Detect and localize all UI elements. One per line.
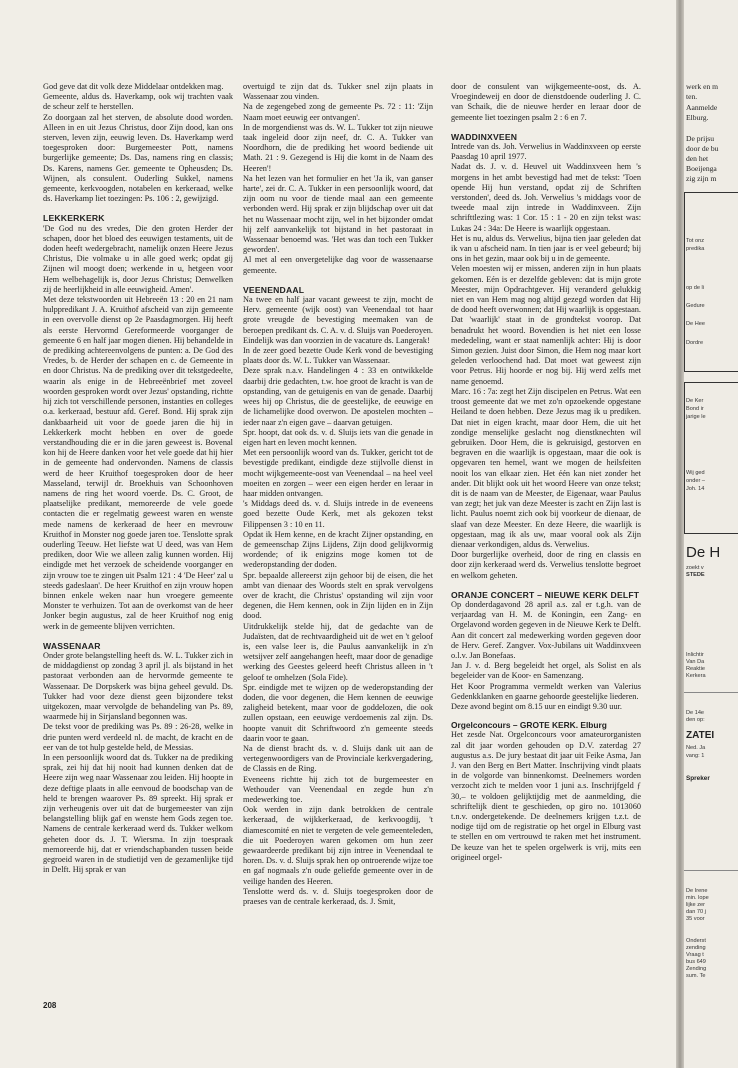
paragraph: Op donderdagavond 28 april a.s. zal er t.g.h. van de verjaardag van H. M. de Koningin, een Zang- en Orgelavond worden gegeven in de Nieuwe Kerk te Delft. [451, 599, 641, 630]
paragraph: Het zesde Nat. Orgelconcours voor amateurorganisten zal dit jaar worden gehouden op D.V. zaterdag 27 augustus a.s. De jury bestaat dit jaar uit Feike Asma, Jan J. van den Berg en Bert Matter. Inschrijving vindt plaats in de volgorde van binnenkomst. Deelnemers worden verzocht zich te melden voor 1 juni a.s. Inschrijfgeld ƒ 30,– te voldoen gelijktijdig met de aanmelding, die schriftelijk dient te geschieden, op giro no. 1013060 t.n.v. ondergetekende. De deelnemers krijgen t.z.t. de nodige tijd om de registratie op het orgel in Elburg vast te stellen en om vertrouwd te raken met het instrument. De keuze van het te spelen orgelwerk is vrij, mits een origineel orgel- [451, 730, 641, 862]
paragraph: door de consulent van wijkgemeente-oost, ds. A. Vroegindeweij en door de dienstdoende ouderling J. C. van Schaik, die de nieuwe herder en leraar door de gemeente liet toezingen psalm 2 : 6 en 7. [451, 82, 641, 122]
section-heading-lekkerkerk: LEKKERKERK [43, 213, 105, 224]
paragraph: Na de dienst bracht ds. v. d. Sluijs dank uit aan de vertegenwoordigers van de Provinciale kerkvergadering, de Classis en de Ring. [243, 744, 433, 774]
paragraph: In de zeer goed bezette Oude Kerk vond de bevestiging plaats door ds. W. L. Tukker van Wassenaar. [243, 346, 433, 366]
ad-heading: De H [686, 544, 721, 561]
page-gutter [676, 0, 684, 1068]
box-text: predika [686, 246, 705, 252]
text-line: den het [686, 154, 709, 163]
paragraph: God geve dat dit volk deze Middelaar ontdekken mag. [43, 82, 224, 91]
section-heading-oranje-concert: ORANJE CONCERT – NIEUWE KERK DELFT [451, 589, 640, 600]
box-text: De Ker [686, 398, 704, 404]
ad-text: den op: [686, 717, 705, 723]
ad-text: Inlichtir [686, 652, 704, 658]
divider [684, 692, 738, 693]
ad-text: lijke zer [686, 902, 705, 908]
ad-text: Kerkera [686, 673, 706, 679]
box-text: Bond ir [686, 406, 704, 412]
paragraph: In een persoonlijk woord dat ds. Tukker na de prediking sprak, zei hij dat hij nooit had kunnen denken dat de Heere zijn weg naar Wassenaar zou leiden. Hij hoopte in deze deftige plaats in alle eenvoud de boodschap van de held te brengen waarover Ps. 89 spreekt. Hij sprak er zijn verheugenis over uit dat de burgemeester van zijn belangstelling blijk gaf en wenste hem Gods zegen toe. Namens de centrale kerkeraad werd ds. Tukker welkom geheten door ds. J. T. Wiersma. In zijn toespraak memoreerde hij, dat er vriendschapbanden tussen beide gegroeid waren in de studietijd ven de gezamenlijke tijd in Delft. Hij sprak er van [43, 753, 233, 875]
section-heading-orgelconcours: Orgelconcours – GROTE KERK. Elburg [451, 720, 607, 731]
paragraph: Na twee en half jaar vacant geweest te zijn, mocht de Herv. gemeente (wijk oost) van Veenendaal tot haar grote vreugde de bevestiging meemaken van de beroepen predikant ds. C. A. v. d. Sluijs van Poederoyen. Eindelijk was dan voorzien in de vacature ds. Langerak! [243, 295, 433, 345]
ad-text: Zending [686, 966, 707, 972]
ad-text: dan 70 j [686, 909, 706, 915]
text-line: zig zijn m [686, 174, 717, 183]
section-heading-wassenaar: WASSENAAR [43, 640, 101, 651]
ad-text: STEDE [686, 572, 705, 578]
text-line: Boeijenga [686, 164, 717, 173]
paragraph: Tenslotte werd ds. v. d. Sluijs toegesproken door de praeses van de centrale kerkeraad, ds. J. Smit, [243, 886, 433, 907]
paragraph: Zo doorgaan zal het sterven, de absolute dood worden. Alleen in en uit Jezus Christus, door Zijn dood, kan ons sterven, leven zijn, eeuwig leven. Ds. Haverkamp werd toegesproken door: Burgemeester Pott, namens burgerlijke gemeente; Ds. Das, namens ring en classis; Ds. Karens, namens Ger. gemeente te Opheusden; Ds. Wijnen, als consulent. Ouderling Sukkel, namens gemeente, kerkvoogden, notabelen en kerkeraad, welke ds. Haverkamp liet toezingen: Ps. 106 : 2, gewijzigd. [43, 112, 233, 204]
text-line: door de bu [686, 144, 719, 153]
text-line: Aanmelde [686, 103, 718, 112]
box-text: Gedure [686, 303, 705, 309]
ad-text: vang: 1 [686, 753, 705, 759]
box-text: op de li [686, 285, 705, 291]
box-text: jarige le [686, 414, 706, 420]
paragraph: Deze sprak n.a.v. Handelingen 4 : 33 en ontwikkelde daarbij drie gedachten, t.w. hoe groot de kracht is van de opstanding, van de getuigenis en van de genade. Daarbij wees hij op Christus, die de geestelijke, de eeuwige en de lichamelijke dood overwon. De apostelen mochten – ieder naar z'n eigen gave – daarvan getuigen. [243, 366, 433, 427]
paragraph: Intrede van ds. Joh. Verwelius in Waddinxveen op eerste Paasdag 10 april 1977. [451, 142, 641, 162]
paragraph: Deze avond begint om 8.15 uur en eindigt 9.30 uur. [451, 701, 622, 711]
paragraph: Na het lezen van het formulier en het 'Ja ik, van ganser harte', zei dr. C. A. Tukker in een persoonlijk woord, dat zijn oom nu voor de tiende maal aan een gemeente verbonden werd. Hij sprak er zijn blijdschap over uit dat het nu Wassenaar mocht zijn, wel in het bijzonder omdat hij zelf aanvankelijk tot bijstand in het pastoraat in Wassenaar benoemd was. 'Het was dan toch een Tukker geworden'. [243, 173, 433, 255]
column-2 [243, 82, 433, 994]
paragraph: Spr. hoopt, dat ook ds. v. d. Sluijs iets van die genade in eigen hart en leven mocht kennen. [243, 427, 433, 447]
paragraph: Het Koor Programma vermeldt werken van Valerius Gedenkklanken en gaarne gehoorde geestelijke liederen. [451, 681, 641, 701]
text-line: werk en m [686, 82, 719, 91]
ad-text: zending [686, 945, 706, 951]
ad-text: bus 649 [686, 959, 706, 965]
column-3 [451, 82, 641, 994]
ad-text: Van Da [686, 659, 705, 665]
paragraph: Met een persoonlijk woord van ds. Tukker, gericht tot de bevestigde predikant, eindigde deze stijlvolle dienst in mocht wijkgemeente-oost van Veenendaal – na heel veel moeiten en zorgen – weer een eigen herder en leraar in haar midden ontvangen. [243, 448, 433, 498]
ad-text: De Irene [686, 888, 708, 894]
paragraph: Na de zegengebed zong de gemeente Ps. 72 : 11: 'Zijn Naam moet eeuwig eer ontvangen'. [243, 102, 433, 122]
paragraph: Door burgerlijke overheid, door de ring en classis en door zijn kerkeraad werd ds. Verwelius tenslotte begroet en welkom geheten. [451, 550, 641, 580]
paragraph: Aan dit concert zal medewerking worden gegeven door de Herv. Geref. Zangver. Vox-Jubilans uit Waddinxveen o.l.v. Jan Bonefaas. [451, 630, 641, 660]
ad-text: sum. Te [686, 973, 706, 979]
paragraph: Opdat ik Hem kenne, en de kracht Zijner opstanding, en de gemeenschap Zijns Lijdens, Zijn dood gelijkvormig wordende; of ik enigzins moge komen tot de wederopstanding der doden. [243, 529, 433, 570]
paragraph: Uitdrukkelijk stelde hij, dat de gedachte van de Judaïsten, dat de rechtvaardigheid uit de wet en 't geloof is, een valse leer is, die Paulus aanvankelijk in z'n wetsijver zelf aangehangen heeft, maar door de genadige werking des Geestes geleerd heeft Christus alleen in 't geloof te omhelzen (Sola Fide). [243, 621, 433, 682]
ad-text: Vraag t [686, 952, 704, 958]
box-text: Dordre [686, 340, 704, 346]
right-page-fragment [684, 0, 738, 1068]
section-heading-waddinxveen: WADDINXVEEN [451, 131, 518, 142]
paragraph: Gemeente, aldus ds. Haverkamp, ook wij trachten vaak de scheur zelf te herstellen. [43, 92, 233, 112]
paragraph: 's Middags deed ds. v. d. Sluijs intrede in de eveneens goed bezette Oude Kerk, met als gekozen tekst Filippensen 3 : 10 en 11. [243, 499, 433, 529]
paragraph: Het is nu, aldus ds. Verwelius, bijna tien jaar geleden dat ik van u afscheid nam. In tien jaar is er veel gebeurd; bij ons in het gezin, maar ook bij u in de gemeente. [451, 233, 641, 264]
paragraph: Onder grote belangstelling heeft ds. W. L. Tukker zich in de middagdienst op zondag 3 april jl. als bijstand in het pastoraat verbonden aan de hervormde gemeente te Wassenaar. De Dorpskerk was bijna geheel gevuld. Ds. Tukker had voor deze dienst geen bijzondere tekst uitgekozen, maar vervolgde de behandeling van Ps. 89, waarmede hij in Sirjansland begonnen was. [43, 650, 233, 722]
paragraph: Velen moesten wij er missen, anderen zijn in hun plaats gekomen. Eén is er dezelfde gebleven: dat is mijn grote Meester, mijn Opdrachtgever. Hij veranderd gelukkig niet en van Hem mag nog altijd gezegd worden dat Hij de dood heeft overwonnen; dat Hij waarlijk is opgestaan. Dat 'waarlijk' staat in de grondtekst voorop. Dat benadrukt het woord. Bovendien is het niet een losse mededeling, want er staat namenlijk achter: Hij is door Simon gezien. Juist door Simon, die Hem nog maar kort geleden verloochend had. Dat moet wat geweest zijn voor Petrus. Hij hoorde er nog bij. Hij werd zelfs met name genoemd. [451, 264, 641, 386]
text-line: De prijsu [686, 134, 715, 143]
ad-text: De 14e [686, 710, 705, 716]
paragraph: Al met al een onvergetelijke dag voor de wassenaarse gemeente. [243, 255, 433, 275]
paragraph: Jan J. v. d. Berg begeleidt het orgel, als Solist en als begeleider van de Koor- en Samenzang. [451, 661, 641, 681]
ad-text: Reaktie [686, 666, 705, 672]
paragraph: Marc. 16 : 7a: zegt het Zijn discipelen en Petrus. Wat een troost gemeente dat we met zo'n opzoekende opgestane Heiland te doen hebben. Deze Jezus mag ik u prediken. Dat niet in eigen kracht, maar door Hem, die uit het zondige menselijke geslacht nog dienstknechten wil gebruiken. Door Hem, die is gekruisigd, gestorven en begraven en die waarlijk is opgestaan, maar die ook is opgevaren ten hemel, want we mogen de heilsfeiten nooit los van elkaar zien. Het één kan niet zonder het ander. Dit blijkt ook uit het woord Heere van onze tekst; dit is de naam van de Meester, de Eigenaar, waar Paulus van zegt; het juk van deze Meester is zacht en Zijn last is licht. Paulus noemt zich ook bij voorkeur de dienaar, de slaaf van deze Meester. En deze Heere, die waarlijk is opgestaan, mag ik als uw, maar vooral ook als Zijn dienaar verkondigen, aldus ds. Verwelius. [451, 386, 641, 549]
box-text: onder – [686, 478, 705, 484]
ad-heading-zaterdag: ZATEI [686, 730, 715, 741]
paragraph: 'De God nu des vredes, Die den groten Herder der schapen, door het bloed des eeuwigen testaments, uit de doden heeft wedergebracht, namelijk onzen Heere Jezus Christus, Die volmake u in alle goed werk; opdat gij Zijnen wil moogt doen; werkende in u, hetgeen voor Hem welbehagelijk is, door Jezus Christus; Denwelken zij de heerlijkheid in alle eeuwigheid. Amen'. [43, 223, 233, 294]
ad-text: Ned. Ja [686, 745, 706, 751]
paragraph: Eveneens richtte hij zich tot de burgemeester en Wethouder van Veenendaal en zegde hun z'n medewerking toe. [243, 774, 433, 805]
ad-text: zoekt v [686, 565, 704, 571]
column-1 [43, 82, 233, 994]
box-text: Joh. 14 [686, 486, 705, 492]
ad-text: Onderst [686, 938, 706, 944]
paragraph: overtuigd te zijn dat ds. Tukker snel zijn plaats in Wassenaar zou vinden. [243, 82, 433, 102]
paragraph: Nadat ds. J. v. d. Heuvel uit Waddinxveen hem 's morgens in het ambt bevestigd had met de tekst: 'Toen opende Hij hun verstand, opdat zij de Schriften verstonden', deed ds. Joh. Verwelius 's middags voor de tweede maal zijn intrede in Waddinxveen. Zijn schrifttlezing was: 1 Cor. 15 : 1 - 20 en zijn tekst was: Lukas 24 : 34a: De Heere is waarlijk opgestaan. [451, 162, 641, 233]
page-number: 208 [43, 1001, 57, 1010]
paragraph: De tekst voor de prediking was Ps. 89 : 26-28, welke in drie punten werd verdeeld nl. de macht, de kracht en de eer van de tot hulp gestelde held, de Messias. [43, 722, 233, 752]
box-text: Wij ged [686, 470, 705, 476]
box-text: De Hee [686, 321, 705, 327]
paragraph: In de morgendienst was ds. W. L. Tukker tot zijn nieuwe taak ingeleid door zijn neef, dr. C. A. Tukker van Noordhorn, die de prediking het woord bediende uit Math. 21 : 9. Gezegend is Hij die komt in de Naam des Heeren'! [243, 122, 433, 173]
paragraph: Spr. bepaalde allereerst zijn gehoor bij de eisen, die het ambt van dienaar des Woords stelt en sprak vervolgens over de kracht, die Christus' opstanding wil zijn voor degenen, die Hem kennen, ook in Zijn lijden en in Zijn dood. [243, 570, 433, 621]
paragraph: Met deze tekstwoorden uit Hebreeën 13 : 20 en 21 nam hulppredikant J. A. Kruithof afscheid van zijn gemeente in een overvolle dienst op 2e Paasdagmorgen. Hij heeft als eerste Hervormd Gereformeerde voorganger de gemeente 6 en half jaar mogen dienen. Hij behandelde in de prediking achtereenvolgens de punten: a. De God des Vredes, b. de Herder der schapen en c. de Gemeente in en door Christus. Na de prediking over dit tekstgedeelte, waarin als enige in de Hebreeënbrief met zoveel woorden gesproken wordt over Jezus' opstanding, richtte hij zich tot verschillende personen, instanties en colleges o.a. kerkeraad, bestuur afd. Geref. Bond. Hij sprak zijn dankbaarheid uit voor de goede jaren die hij in Lekkerkerk mocht hebben en over de goede verstandhouding die er in die jaren geweest is. Bovenal kon hij de Heere danken voor het vele goede dat hij hier in de gemeente had ondervonden. Namens de classis werd de heer Kruithof toegesproken door de heer Masseland, terwijl dr. Broekhuis van Schoonhoven namens de ring het woord voerde. Ds. C. Groot, de plaatselijke predikant, memoreerde de vele goede contacten die er regelmatig geweest waren en wenste mede namens de kerkeraad de heer en mevrouw Kruithof in Monster nog goede jaren toe. Tenslotte sprak ouderling Teeuw. Het liefste wat U deed, was van Hem prediken, door Wie we alleen zalig kunnen worden. Hij eindigde met het verzoek de scheidende voorganger en zijn vrouw toe te zingen uit Psalm 121 : 4 'De Heer' zal u steeds gadeslaan'. De heer Kruithof en zijn vrouw hopen binnen enkele weken naar hun vroegere gemeente Monster te verhuizen. Tot aan de overkomst van de heer Jonker begin augustus, zal de heer Kruithof nog enig werk in de gemeente blijven verrichten. [43, 295, 233, 631]
ad-text: 35 voor [686, 916, 705, 922]
divider [684, 870, 738, 871]
text-line: ten. [686, 92, 698, 101]
section-heading-veenendaal: VEENENDAAL [243, 284, 305, 295]
box-text: Tot onz [686, 238, 705, 244]
ad-text: min. lope [686, 895, 709, 901]
paragraph: Ook werden in zijn dank betrokken de centrale kerkeraad, de wijkkerkeraad, de kerkvoogdij, 't diamescomité en niet te vergeten de vele gemeenteleden, die uit Poederoyen waren gekomen om hun zeer gewaardeerde predikant bij zijn intree in Veenendaal te horen. Ds. v. d. Sluijs sprak hen op ontroerende wijze toe en gaf nogmaals z'n oude geliefde gemeente over in de veilige handen des Heeren. [243, 805, 433, 886]
paragraph: Spr. eindigde met te wijzen op de wederopstanding der doden, die voor degenen, die Hem kennen de eeuwige zaligheid betekent, maar voor de goddelozen, die ook zullen opstaan, een eeuwige verdoemenis zal zijn. Ds. hoopte vanuit dit Schriftwoord z'n gemeente steeds daarin voor te gaan. [243, 682, 433, 743]
ad-text-spreker: Spreker [686, 775, 710, 782]
text-line: Elburg. [686, 113, 709, 122]
